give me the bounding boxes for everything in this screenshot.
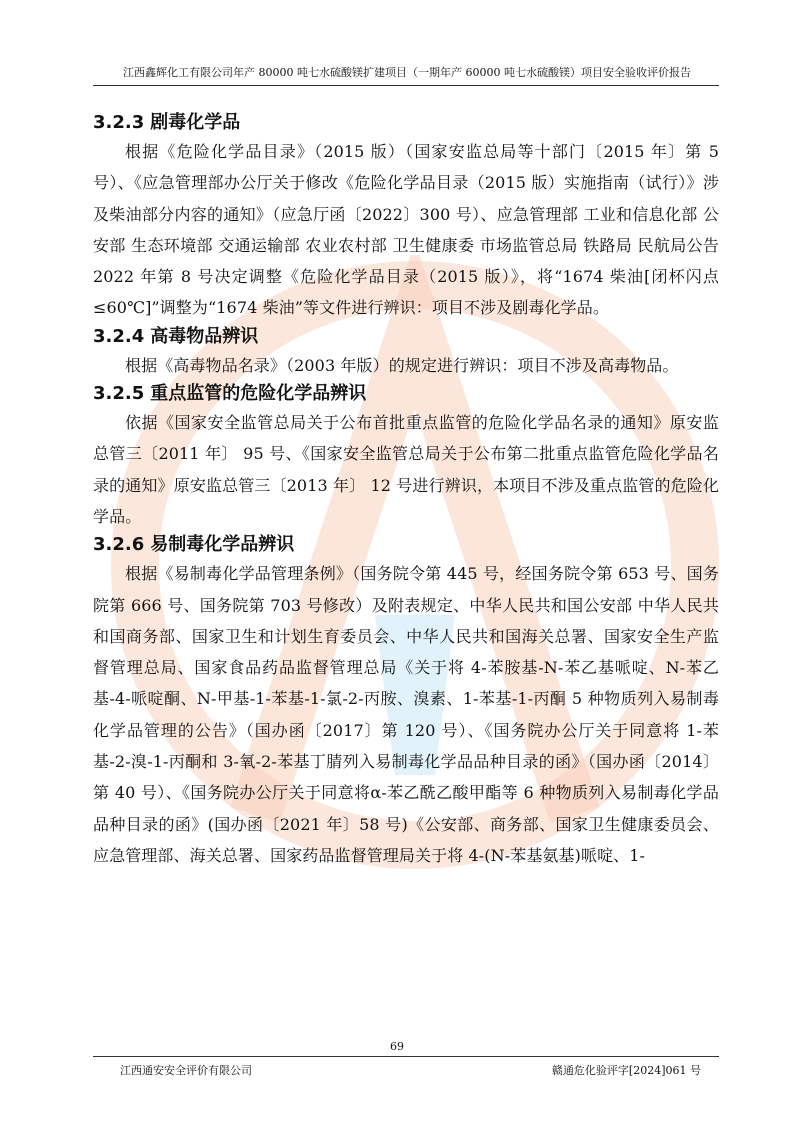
running-header: 江西鑫辉化工有限公司年产 80000 吨七水硫酸镁扩建项目（一期年产 60000 吨七水硫酸镁）项目安全验收评价报告 (123, 66, 691, 79)
footer-company: 江西通安安全评价有限公司 (120, 1064, 252, 1077)
section-heading: 3.2.5 重点监管的危险化学品辨识 (93, 383, 367, 405)
header-divider (93, 85, 719, 86)
page-number: 69 (390, 1040, 404, 1053)
paragraph: 根据《易制毒化学品管理条例》（国务院令第 445 号，经国务院令第 653 号、国务院第 666 号、国务院第 703 号修改）及附表规定、中华人民共和国公安部 中华人民共和国商务部、国家卫生和计划生育委员会、中华人民共和国海关总署、国家安全生产监督管理总局、国家食品药品监督管理总局《关于将 4-苯胺基-N-苯乙基哌啶、N-苯乙基-4-哌啶酮、N-甲基-1-苯基-1-氯-2-丙胺、溴素、1-苯基-1-丙酮 5 种物质列入易制毒化学品管理的公告》（国办函〔2017〕第 120 号）、《国务院办公厅关于同意将 1-苯基-2-溴-1-丙酮和 3-氧-2-苯基丁腈列入易制毒化学品品种目录的函》（国办函〔2014〕第 40 号）、《国务院办公厅关于同意将α-苯乙酰乙酸甲酯等 6 种物质列入易制毒化学品品种目录的函》(国办函〔2021 年〕58 号)《公安部、商务部、国家卫生健康委员会、应急管理部、海关总署、国家药品监督管理局关于将 4-(N-苯基氨基)哌啶、1- (93, 564, 719, 865)
footer-doc-number: 赣通危化验评字[2024]061 号 (551, 1064, 701, 1077)
document-body (93, 110, 719, 871)
section-3-2-6 (93, 532, 719, 871)
footer-divider (93, 1056, 719, 1057)
section-3-2-3 (93, 110, 719, 324)
section-heading: 3.2.3 剧毒化学品 (93, 112, 241, 133)
section-3-2-5 (93, 381, 719, 532)
section-heading: 3.2.4 高毒物品辨识 (93, 325, 259, 347)
section-heading: 3.2.6 易制毒化学品辨识 (93, 534, 295, 556)
paragraph: 根据《危险化学品目录》（2015 版）（国家安监总局等十部门〔2015 年〕第 5 号）、《应急管理部办公厅关于修改《危险化学品目录（2015 版）实施指南（试行）》涉及柴油部分内容的通知》（应急厅函〔2022〕300 号）、应急管理部 工业和信息化部 公安部 生态环境部 交通运输部 农业农村部 卫生健康委 市场监管总局 铁路局 民航局公告 2022 年第 8 号决定调整《危险化学品目录（2015 版）》，将“1674 柴油[闭杯闪点≤60℃]”调整为“1674 柴油”等文件进行辨识：项目不涉及剧毒化学品。 (93, 142, 719, 318)
paragraph: 依据《国家安全监管总局关于公布首批重点监管的危险化学品名录的通知》原安监总管三〔2011 年〕 95 号、《国家安全监管总局关于公布第二批重点监管危险化学品名录的通知》原安监总管三〔2013 年〕 12 号进行辨识，本项目不涉及重点监管的危险化学品。 (93, 413, 719, 526)
section-3-2-4 (93, 324, 719, 381)
paragraph: 根据《高毒物品名录》（2003 年版）的规定进行辨识：项目不涉及高毒物品。 (125, 355, 679, 375)
